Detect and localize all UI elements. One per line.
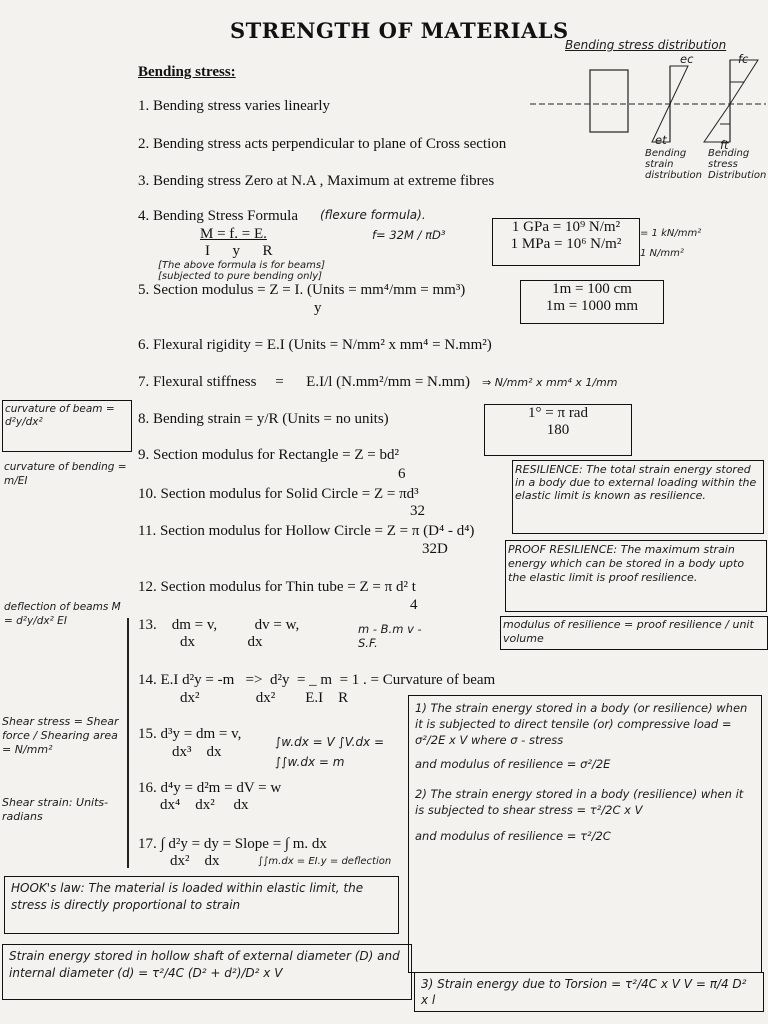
strain-energy-2: 2) The strain energy stored in a body (resilience) when it is subjected to shear stress = τ²/2C x V (415, 787, 744, 817)
item-13-hand: m - B.m v - S.F. (358, 622, 422, 650)
item-4-eq-bot: I y R (205, 243, 273, 259)
item-4: 4. Bending Stress Formula (138, 208, 298, 224)
margin-curvature-bending: curvature of bending = m/EI (4, 461, 127, 487)
torsion-box: 3) Strain energy due to Torsion = τ²/4C x V V = π/4 D² x l (414, 972, 764, 1012)
units-hand-mpa: 1 N/mm² (640, 248, 684, 259)
item-4-hand-note: [The above formula is for beams] [subjected to pure bending only] (158, 260, 326, 282)
length-box (520, 280, 664, 324)
item-8: 8. Bending strain = y/R (Units = no units) (138, 411, 389, 427)
item-17: 17. ∫ d²y = dy = Slope = ∫ m. dx (138, 836, 327, 852)
diagram-et: et (655, 133, 667, 147)
units-box (492, 218, 640, 266)
item-15-hand: ∫w.dx = V ∫V.dx = ∫∫w.dx = m (275, 735, 385, 769)
radian-den: 180 (546, 422, 570, 438)
item-9-den: 6 (398, 466, 406, 482)
radian-eq: 1° = π rad (528, 405, 588, 421)
diagram-label-strain: Bending strain distribution (645, 148, 702, 181)
diagram-title: Bending stress distribution (565, 38, 727, 52)
item-14: 14. E.I d²y = -m => d²y = _ m = 1 . = Curvature of beam (138, 672, 496, 688)
item-2: 2. Bending stress acts perpendicular to plane of Cross section (138, 136, 507, 152)
item-6: 6. Flexural rigidity = E.I (Units = N/mm² x mm⁴ = N.mm²) (138, 337, 492, 353)
diagram-fc: fc (738, 52, 749, 66)
diagram-ec: ec (680, 52, 694, 66)
resilience-box: RESILIENCE: The total strain energy stored in a body due to external loading within the elastic limit is known as resilience. (512, 460, 764, 534)
item-7: 7. Flexural stiffness = E.I/l (N.mm²/mm = N.mm) (138, 374, 470, 390)
page-title: STRENGTH OF MATERIALS (230, 18, 569, 43)
proof-resilience-box: PROOF RESILIENCE: The maximum strain energy which can be stored in a body upto the elastic limit is proof resilience. (505, 540, 767, 612)
length-cm: 1m = 100 cm (552, 281, 632, 297)
strain-energy-2b: and modulus of resilience = τ²/2C (415, 829, 611, 843)
diagram-ft: ft (720, 138, 729, 152)
item-9: 9. Section modulus for Rectangle = Z = bd² (138, 447, 399, 463)
item-17-hand: ∫∫m.dx = EI.y = deflection (258, 856, 392, 867)
item-4-note: (flexure formula). (320, 208, 426, 222)
item-5-den: y (314, 300, 322, 316)
units-mpa: 1 MPa = 10⁶ N/m² (510, 236, 622, 252)
item-10-den: 32 (410, 503, 425, 519)
margin-deflection: deflection of beams M = d²y/dx² EI (4, 601, 121, 627)
item-3: 3. Bending stress Zero at N.A , Maximum at extreme fibres (138, 173, 495, 189)
strain-energy-1b: and modulus of resilience = σ²/2E (415, 757, 611, 771)
bending-stress-diagram (530, 52, 766, 144)
radian-box (484, 404, 632, 456)
item-15: 15. d³y = dm = v, (138, 726, 242, 742)
item-17-den: dx² dx (170, 853, 220, 869)
item-4-eq-top: M = f. = E. (200, 226, 267, 242)
item-1: 1. Bending stress varies linearly (138, 98, 331, 114)
strain-energy-box (408, 695, 762, 973)
hooke-law-box: HOOK's law: The material is loaded within elastic limit, the stress is directly proportional to strain (4, 876, 399, 934)
hollow-shaft-box: Strain energy stored in hollow shaft of external diameter (D) and internal diameter (d) = τ²/4C (D² + d²)/D² x V (2, 944, 412, 1000)
item-11-den: 32D (422, 541, 448, 557)
length-mm: 1m = 1000 mm (545, 298, 639, 314)
item-11: 11. Section modulus for Hollow Circle = Z = π (D⁴ - d⁴) (138, 523, 475, 539)
margin-shear-stress: Shear stress = Shear force / Shearing area = N/mm² (2, 715, 119, 756)
strain-energy-1: 1) The strain energy stored in a body (or resilience) when it is subjected to direct tensile (or) compressive load = σ²/2E x V where σ - stress (415, 701, 748, 747)
item-10: 10. Section modulus for Solid Circle = Z = πd³ (138, 486, 419, 502)
item-12-den: 4 (410, 597, 418, 613)
item-7-hand: ⇒ N/mm² x mm⁴ x 1/mm (482, 376, 618, 389)
units-gpa: 1 GPa = 10⁹ N/m² (511, 219, 621, 235)
diagram-label-stress: Bending stress Distribution (708, 148, 767, 181)
item-15-den: dx³ dx (172, 744, 222, 760)
item-4-hand-f: f= 32M / πD³ (372, 228, 446, 242)
section-heading: Bending stress: (138, 64, 236, 80)
margin-curvature-beam: curvature of beam = d²y/dx² (2, 400, 132, 452)
margin-shear-strain: Shear strain: Units-radians (2, 796, 109, 823)
modulus-resilience-box: modulus of resilience = proof resilience / unit volume (500, 616, 768, 650)
item-13: 13. dm = v, dv = w, (138, 617, 300, 633)
item-13-den: dx dx (180, 634, 263, 650)
item-5: 5. Section modulus = Z = I. (Units = mm⁴/mm = mm³) (138, 282, 466, 298)
item-12: 12. Section modulus for Thin tube = Z = π d² t (138, 579, 416, 595)
item-14-den: dx² dx² E.I R (180, 690, 349, 706)
bracket-line (127, 618, 129, 868)
item-16-den: dx⁴ dx² dx (160, 797, 249, 813)
units-hand-gpa: = 1 kN/mm² (640, 228, 702, 239)
item-16: 16. d⁴y = d²m = dV = w (138, 780, 282, 796)
